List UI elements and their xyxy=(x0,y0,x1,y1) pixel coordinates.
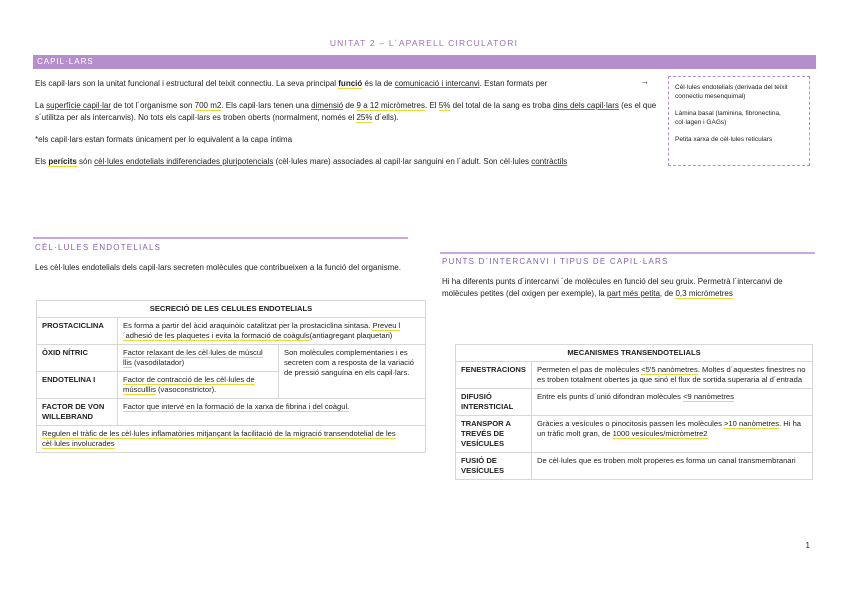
composition-item: Cèl·lules endotelials (derivada del teixit connectiu mesenquimal) xyxy=(675,84,788,100)
capilars-composition-box xyxy=(668,76,810,166)
keyword-funcio: funció xyxy=(338,79,363,88)
keyword-pericits: perícits xyxy=(48,157,77,166)
text: són xyxy=(76,157,95,166)
value: 25% xyxy=(356,113,373,122)
text: <5'5 nanòmetres xyxy=(641,365,698,374)
text: Hi ha diferents punts d´intercanvi ´de molècules en funció del seu gruix. Permetrà l´intercanvi de molècules petites (del oxigen per exemple), la xyxy=(442,277,783,298)
section-title-punts: PUNTS D´INTERCANVI I TIPUS DE CAPIL·LARS xyxy=(442,257,669,266)
text: (cèl·lules mare) associades al capil·lar sanguini en l´adult. Son cèl·lules xyxy=(273,157,532,166)
text: . El xyxy=(425,101,439,110)
row-name: TRANSPOR A TREVÉS DE VESÍCULES xyxy=(456,416,532,453)
text: . Estan formats per xyxy=(479,79,548,88)
table-row xyxy=(37,318,426,345)
text: (antiagregant plaquetari) xyxy=(309,331,393,340)
table-row xyxy=(456,362,813,389)
capilars-paragraph-4 xyxy=(35,156,660,168)
table-row xyxy=(456,389,813,416)
table-title: SECRECIÓ DE LES CELULES ENDOTELIALS xyxy=(37,301,426,318)
table-row xyxy=(37,426,426,453)
table-row xyxy=(456,416,813,453)
table-row xyxy=(456,453,813,480)
page-header-title: UNITAT 2 – L´APARELL CIRCULATORI xyxy=(329,38,519,48)
secretion-table xyxy=(36,300,426,453)
text: . Els capil·lars tenen una xyxy=(221,101,312,110)
text: Permeten el pas de molècules xyxy=(537,365,642,374)
row-name: DIFUSIÓ INTERSTICIAL xyxy=(456,389,532,416)
composition-item: Petita xarxa de cèl·lules reticulars xyxy=(675,136,773,143)
row-desc xyxy=(532,362,813,389)
keyword: dimensió xyxy=(311,101,344,110)
section-bar-capilars: CAPIL·LARS xyxy=(33,55,816,69)
text: . Moltes d´aquestes finestres no es troben totalment obertes ja que sinó el flux de sortida superaria al d´entrada xyxy=(537,365,806,384)
row-desc xyxy=(532,416,813,453)
table-title: MECANISMES TRANSENDOTELIALS xyxy=(456,345,813,362)
text: Factor relaxant de les cèl·lules de múscul llis xyxy=(123,348,263,367)
text: (es el que s´utilitza per als intercanvis). No tots els capil·lars es troben oberts (normalment, només el xyxy=(35,101,657,122)
composition-item: Làmina basal (laminina, fibronectina, col·lagen i GAGs) xyxy=(675,110,781,126)
text: . Hi ha un tràfic molt gran, de xyxy=(537,419,802,438)
text: de xyxy=(343,101,357,110)
row-desc xyxy=(118,372,279,399)
section-title-endotelials: CÈL·LULES ENDOTELIALS xyxy=(35,243,162,252)
text: Els xyxy=(35,157,49,166)
row-desc: De cèl·lules que es troben molt properes es forma un canal transmembranari xyxy=(532,453,813,480)
text: de tot l´organisme son xyxy=(111,101,195,110)
row-desc xyxy=(118,399,426,426)
row-desc xyxy=(118,345,279,372)
value: 9 a 12 micròmetres xyxy=(356,101,425,110)
row-name: PROSTACICLINA xyxy=(37,318,118,345)
mechanisms-table xyxy=(455,344,813,480)
text: Entre els punts d´unió difondran molècules xyxy=(537,392,684,401)
arrow-right-icon: → xyxy=(640,76,649,86)
footer-row xyxy=(37,426,426,453)
text: Factor de contracció de les cèl·lules de músculllis xyxy=(123,375,255,394)
table-row xyxy=(37,399,426,426)
text: d´ells). xyxy=(372,113,399,122)
keyword: superfície capil·lar xyxy=(46,101,112,110)
punts-paragraph xyxy=(442,276,792,300)
section-divider xyxy=(440,252,815,254)
row-name: FACTOR DE VON WILLEBRAND xyxy=(37,399,118,426)
page-number: 1 xyxy=(805,541,810,550)
section-divider xyxy=(33,237,408,239)
text: Es forma a partir del àcid araquinòic catalitzat per la prostaciclina sintasa. xyxy=(123,321,373,330)
text: del total de la sang es troba xyxy=(450,101,554,110)
text: Preveu l´adhesió de les plaquetes i evita la formació de coàguls xyxy=(123,321,401,340)
text: Factor que intervé en la formació de la xarxa de fibrina i del coàgul. xyxy=(123,402,350,411)
row-desc xyxy=(118,318,426,345)
text: La xyxy=(35,101,47,110)
text: <9 nanòmetres xyxy=(683,392,734,401)
value: 0,3 micròmetres xyxy=(675,289,733,298)
text: Gràcies a vesícules o pinocitosis passen les molècules xyxy=(537,419,724,428)
text: Regulen el tràfic de les cèl·lules inflamatòries mitjançant la facilitació de la migració transendotelial de les cèl·lules involucrades xyxy=(42,429,396,448)
table-row xyxy=(37,345,426,372)
text: 1000 vesícules/micròmetre2 xyxy=(612,429,708,438)
capilars-paragraph-1 xyxy=(35,78,660,90)
keyword: contràctils xyxy=(531,157,568,166)
keyword-comunicacio: comunicació i intercanvi xyxy=(394,79,480,88)
value: 5% xyxy=(438,101,451,110)
capilars-paragraph-2 xyxy=(35,100,660,124)
capilars-paragraph-3: *els capil·lars estan formats únicament per lo equivalent a la capa íntima xyxy=(35,135,293,144)
endotelials-intro: Les cèl·lules endotelials dels capil·lars secreten molècules que contribueixen a la funció del organisme. xyxy=(35,263,401,272)
row-name: ENDOTELINA I xyxy=(37,372,118,399)
keyword: dins dels capil·lars xyxy=(553,101,619,110)
row-name: FENESTRACIONS xyxy=(456,362,532,389)
value: 700 m2 xyxy=(194,101,222,110)
keyword: part més petita xyxy=(606,289,660,298)
keyword: cèl·lules endotelials indiferenciades pluripotencials xyxy=(94,157,274,166)
text: (vasoconstrictor). xyxy=(155,385,217,394)
text: , de xyxy=(659,289,676,298)
text: és la de xyxy=(362,79,395,88)
text: >10 nanòmetres xyxy=(723,419,780,428)
shared-note: Son molècules complementaries i es secreten com a resposta de la variació de pressió sanguína en els capil·lars. xyxy=(279,345,426,399)
row-name: FUSIÓ DE VESÍCULES xyxy=(456,453,532,480)
row-desc xyxy=(532,389,813,416)
text: (vasodilatador) xyxy=(131,358,185,367)
text: Els capil·lars son la unitat funcional i estructural del teixit connectiu. La seva principal xyxy=(35,79,339,88)
row-name: ÒXID NÍTRIC xyxy=(37,345,118,372)
